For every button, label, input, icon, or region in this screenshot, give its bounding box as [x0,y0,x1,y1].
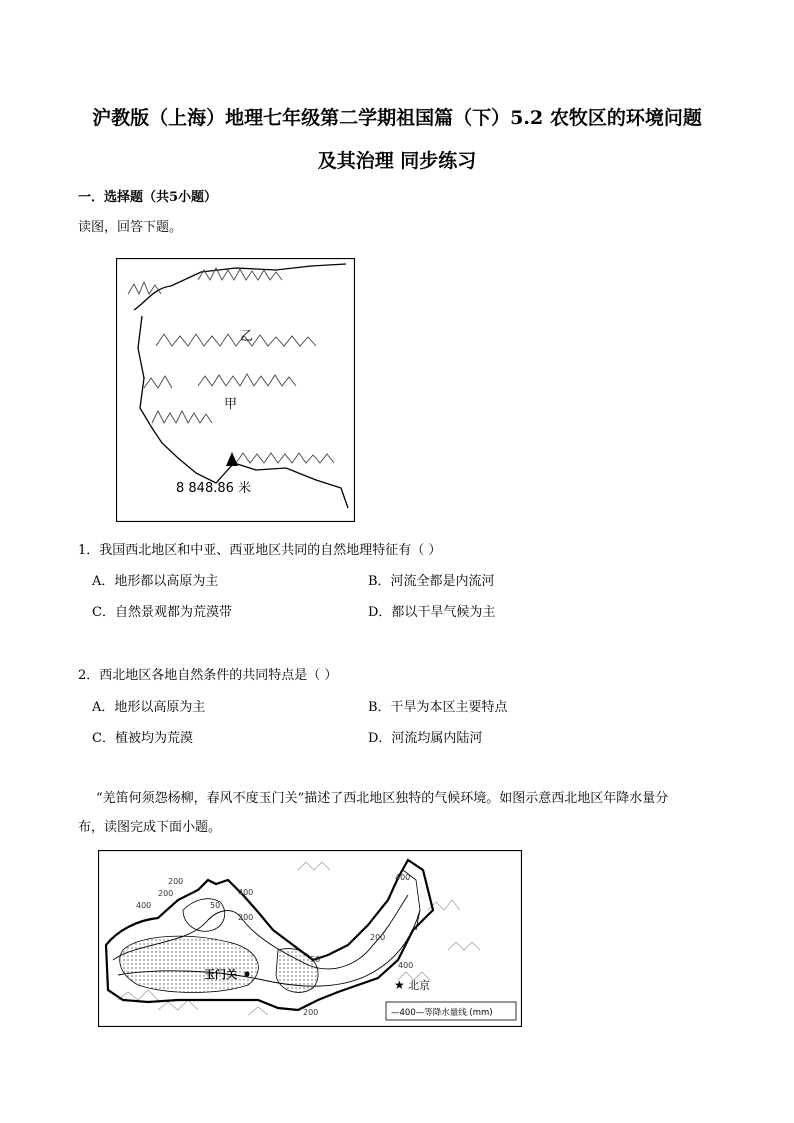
isoline-label: 50 [210,901,221,910]
isoline-label: 400 [238,888,254,897]
peak-label: 8 848.86 米 [176,481,252,496]
isoline-label: 400 [398,961,414,970]
yumenguan-label: 玉门关 [204,968,237,981]
question-2-option-d[interactable]: D．河流均属内陆河 [368,731,483,746]
beijing-star-icon: ★ [394,978,405,992]
precipitation-map [98,850,522,1027]
isoline-label: 200 [168,877,184,886]
passage-line2: 布，读图完成下面小题。 [78,820,222,835]
question-1-option-a[interactable]: A．地形都以高原为主 [92,574,219,589]
isoline-label: 50 [310,955,321,964]
isoline-label: 400 [136,901,152,910]
yumenguan-point-icon [245,972,250,977]
label-jia: 甲 [224,397,238,412]
plateau-map [116,258,355,522]
question-1-option-b[interactable]: B．河流全都是内流河 [368,574,495,589]
label-yi: 乙 [240,329,254,344]
question-2-option-a[interactable]: A．地形以高原为主 [92,700,206,715]
question-2-stem: 2．西北地区各地自然条件的共同特点是（ ） [78,668,338,683]
isoline-label: 400 [395,873,411,882]
isoline-label: 200 [238,913,254,922]
isoline-label: 200 [370,933,386,942]
question-1-stem: 1．我国西北地区和中亚、西亚地区共同的自然地理特征有（ ） [78,543,442,558]
section-heading: 一．选择题（共5小题） [78,190,218,205]
map2-legend: —400—等降水量线 (mm) [391,1008,493,1018]
beijing-label: 北京 [408,979,430,992]
page-title-line1: 沪教版（上海）地理七年级第二学期祖国篇（下）5.2 农牧区的环境问题 [92,107,702,129]
page-title-line2: 及其治理 同步练习 [317,150,477,172]
isoline-label: 200 [158,889,174,898]
question-intro: 读图，回答下题。 [78,220,183,235]
arid-region [120,936,259,992]
passage-line1: “羌笛何须怨杨柳，春风不度玉门关”描述了西北地区独特的气候环境。如图示意西北地区年降水量分 [96,791,669,806]
isoline-label: 200 [303,1008,319,1017]
question-1-option-d[interactable]: D．都以干旱气候为主 [368,605,496,620]
question-2-option-c[interactable]: C．植被均为荒漠 [92,731,193,746]
question-1-option-c[interactable]: C．自然景观都为荒漠带 [92,605,232,620]
question-2-option-b[interactable]: B．干旱为本区主要特点 [368,700,508,715]
